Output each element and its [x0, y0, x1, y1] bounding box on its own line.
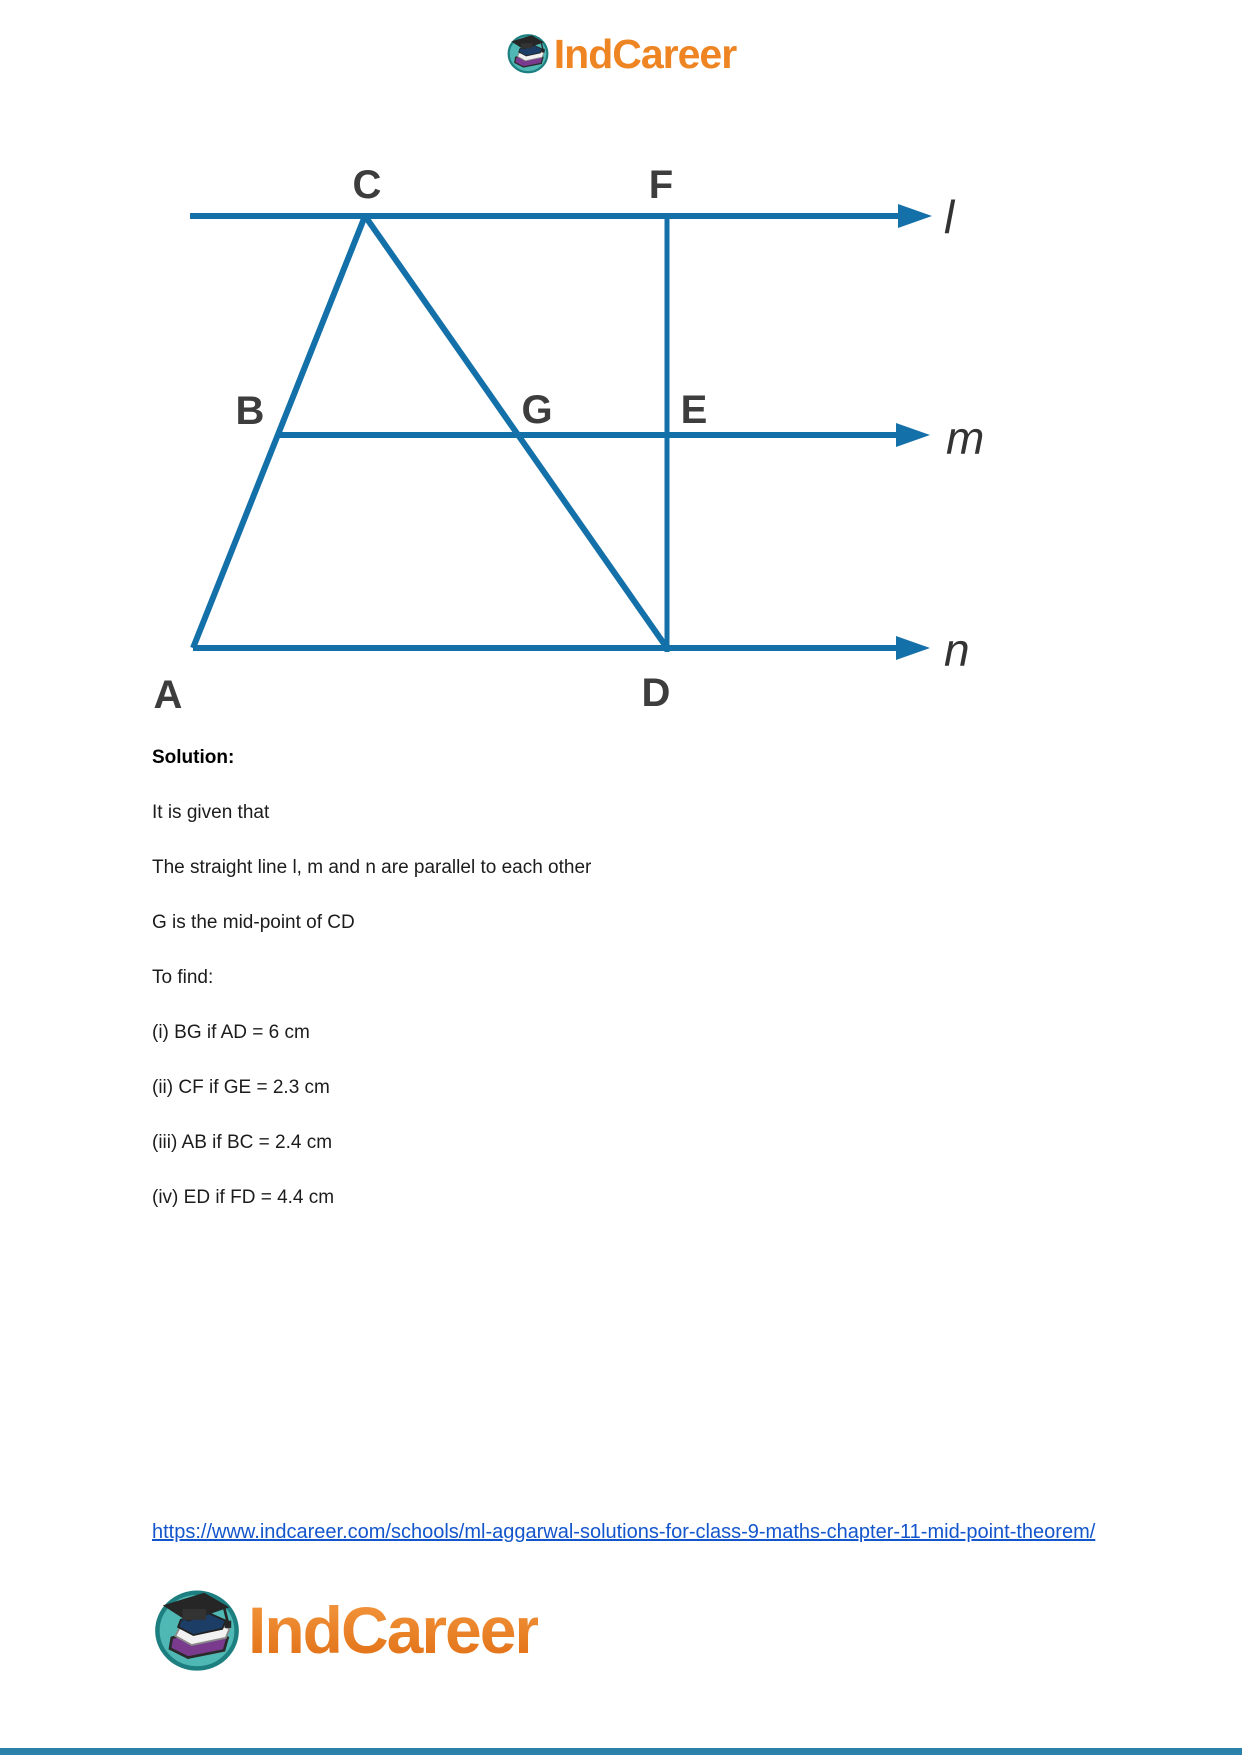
- point-label-b: B: [235, 389, 265, 433]
- solution-line: (i) BG if AD = 6 cm: [152, 1022, 310, 1043]
- solution-line: (ii) CF if GE = 2.3 cm: [152, 1077, 330, 1098]
- point-label-c: C: [352, 163, 382, 207]
- parallel-lines-diagram: [0, 0, 1242, 760]
- point-label-g: G: [521, 388, 553, 432]
- header-logo-text: IndCareer: [553, 31, 737, 77]
- solution-heading: Solution:: [152, 747, 235, 768]
- bottom-accent-bar: [0, 1748, 1242, 1755]
- point-label-a: A: [153, 673, 183, 717]
- solution-line: (iii) AB if BC = 2.4 cm: [152, 1132, 333, 1153]
- line-n-arrowhead: [896, 636, 930, 660]
- point-label-d: D: [641, 671, 671, 715]
- line-m-arrowhead: [896, 423, 930, 447]
- source-link[interactable]: https://www.indcareer.com/schools/ml-aggarwal-solutions-for-class-9-maths-chapter-11-mid-point-theorem/: [152, 1521, 1096, 1543]
- solution-line: It is given that: [152, 802, 270, 823]
- source-link-block: [152, 1512, 1102, 1552]
- line-label-n: n: [944, 624, 970, 676]
- solution-line: G is the mid-point of CD: [152, 912, 355, 933]
- solution-line: The straight line l, m and n are parallel to each other: [152, 857, 592, 878]
- footer-logo: [152, 1582, 538, 1677]
- point-label-e: E: [680, 388, 708, 432]
- point-label-f: F: [648, 163, 674, 207]
- solution-section: [152, 748, 1092, 1243]
- line-label-m: m: [946, 412, 985, 464]
- line-label-l: l: [944, 191, 955, 243]
- solution-line: To find:: [152, 967, 214, 988]
- solution-line: (iv) ED if FD = 4.4 cm: [152, 1187, 335, 1208]
- indcareer-graduation-cap-icon: [152, 1582, 242, 1677]
- footer-logo-text: IndCareer: [248, 1592, 539, 1667]
- line-l-arrowhead: [898, 204, 932, 228]
